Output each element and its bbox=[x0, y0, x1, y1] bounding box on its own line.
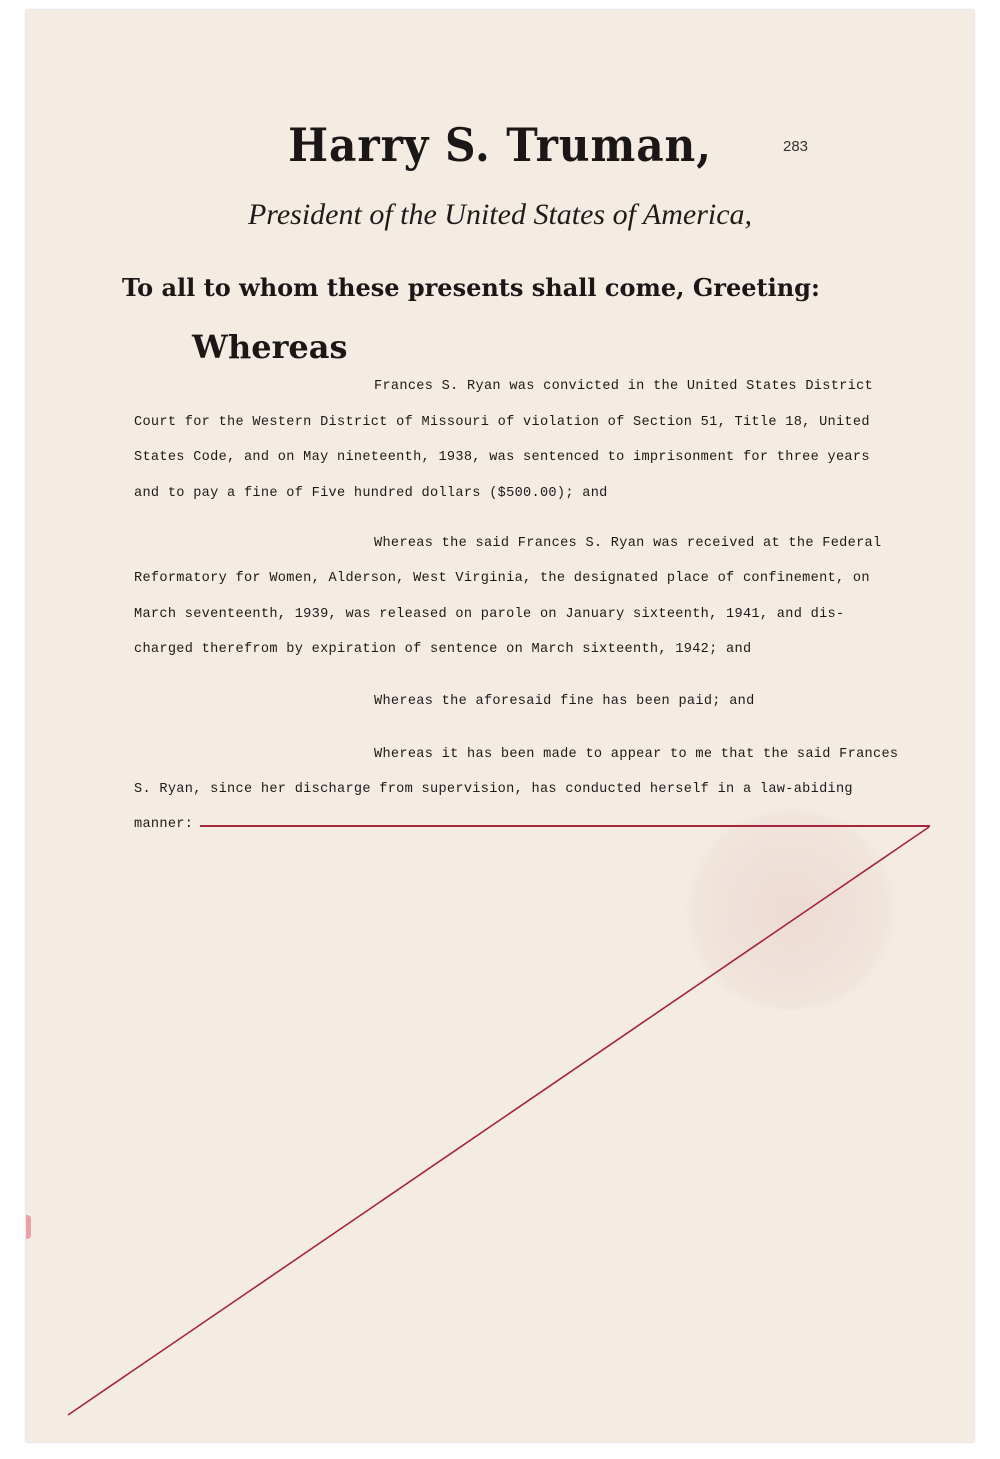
body-line: Reformatory for Women, Alderson, West Virginia, the designated place of confinement, on bbox=[134, 571, 870, 586]
body-line: March seventeenth, 1939, was released on parole on January sixteenth, 1941, and dis- bbox=[134, 607, 845, 622]
body-line: Whereas it has been made to appear to me that the said Frances bbox=[374, 747, 899, 762]
red-diagonal-cancel-line bbox=[26, 10, 974, 1442]
body-line: charged therefrom by expiration of sentence on March sixteenth, 1942; and bbox=[134, 642, 752, 657]
body-line: manner: bbox=[134, 817, 194, 832]
body-line: Whereas the said Frances S. Ryan was received at the Federal bbox=[374, 536, 882, 551]
page-number: 283 bbox=[783, 138, 809, 155]
document-subtitle: President of the United States of America, bbox=[247, 198, 753, 231]
body-line: Whereas the aforesaid fine has been paid; and bbox=[374, 694, 755, 709]
body-line: States Code, and on May nineteenth, 1938, was sentenced to imprisonment for three years bbox=[134, 450, 870, 465]
body-line: Court for the Western District of Missouri of violation of Section 51, Title 18, United bbox=[134, 415, 870, 430]
greeting-line: To all to whom these presents shall come, Greeting: bbox=[122, 273, 820, 302]
body-line: and to pay a fine of Five hundred dollars ($500.00); and bbox=[134, 486, 608, 501]
document-page bbox=[26, 10, 974, 1442]
document-title: Harry S. Truman, bbox=[288, 118, 712, 172]
diagonal-stroke bbox=[68, 827, 929, 1415]
body-line: S. Ryan, since her discharge from supervision, has conducted herself in a law-abiding bbox=[134, 782, 853, 797]
edge-mark bbox=[26, 1215, 31, 1239]
whereas-heading: Whereas bbox=[192, 328, 348, 366]
body-line: Frances S. Ryan was convicted in the United States District bbox=[374, 379, 873, 394]
